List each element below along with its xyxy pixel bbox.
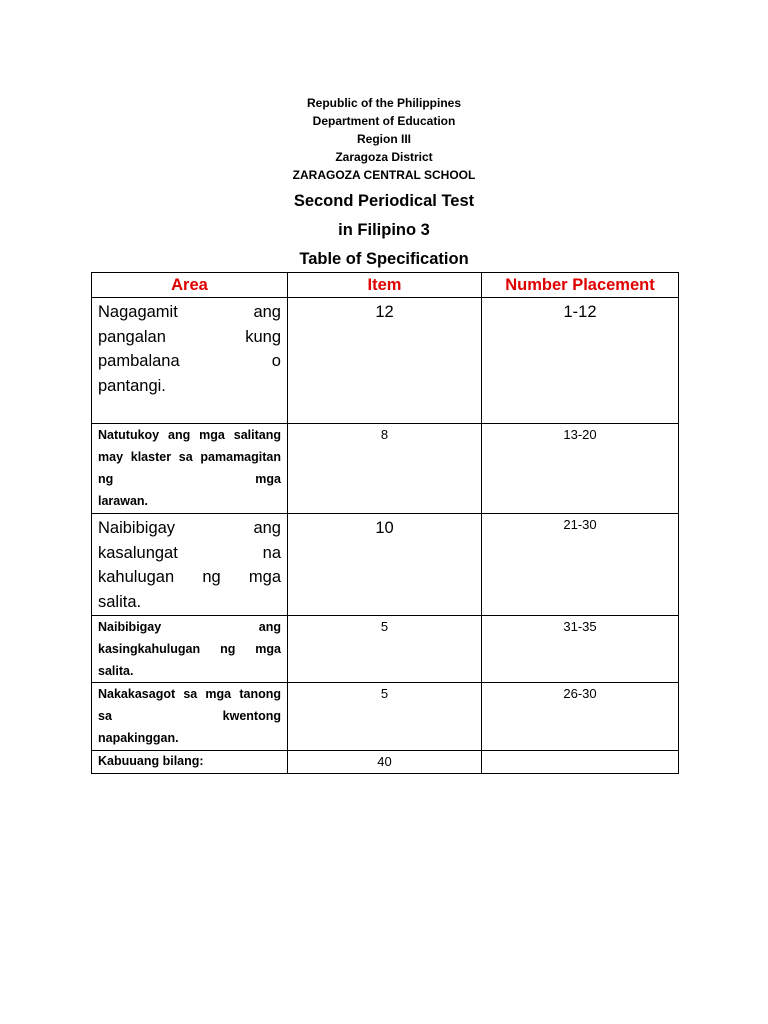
title-subject: in Filipino 3 [338, 221, 430, 239]
table-row [92, 424, 679, 514]
item-cell: 10 [288, 514, 482, 616]
placement-cell: 21-30 [482, 514, 679, 616]
total-item: 40 [288, 751, 482, 774]
area-text: Nagagamit ang pangalan kung pambalana o [98, 303, 281, 370]
table-total-row [92, 751, 679, 774]
item-cell: 5 [288, 616, 482, 683]
table-row [92, 616, 679, 683]
area-text-last: salita. [98, 592, 142, 611]
placement-cell: 13-20 [482, 424, 679, 514]
area-text-last: napakinggan. [98, 731, 179, 745]
total-placement [482, 751, 679, 774]
document-header [0, 94, 768, 274]
title-test: Second Periodical Test [293, 192, 475, 210]
table-row [92, 298, 679, 424]
header-item: Item [288, 273, 482, 298]
header-district: Zaragoza District [335, 150, 433, 164]
header-school: ZARAGOZA CENTRAL SCHOOL [292, 168, 476, 182]
area-text: Naibibigay ang kasingkahulugan ng mga [98, 620, 281, 656]
area-text-last: pantangi. [98, 376, 166, 395]
table-header-row [92, 273, 679, 298]
area-text-last: salita. [98, 664, 134, 678]
area-text: Naibibigay ang kasalungat na kahulugan ng mga [98, 519, 281, 586]
header-region: Region III [357, 132, 411, 146]
table-row [92, 683, 679, 751]
item-cell: 5 [288, 683, 482, 751]
total-label: Kabuuang bilang: [92, 751, 288, 774]
header-republic: Republic of the Philippines [306, 96, 461, 110]
header-department: Department of Education [312, 114, 456, 128]
area-cell [92, 424, 288, 514]
placement-cell: 1-12 [482, 298, 679, 424]
header-number-placement: Number Placement [482, 273, 679, 298]
item-cell: 8 [288, 424, 482, 514]
area-cell [92, 683, 288, 751]
specification-table [91, 272, 679, 774]
area-text: Nakakasagot sa mga tanong sa kwentong [98, 687, 281, 723]
area-text: Natutukoy ang mga salitang may klaster sa pamamagitan ng mga [98, 428, 281, 486]
area-cell [92, 616, 288, 683]
header-area: Area [92, 273, 288, 298]
item-cell: 12 [288, 298, 482, 424]
placement-cell: 31-35 [482, 616, 679, 683]
area-cell [92, 514, 288, 616]
table-row [92, 514, 679, 616]
area-cell [92, 298, 288, 424]
area-text-last: larawan. [98, 494, 149, 508]
title-table-of-specification: Table of Specification [299, 250, 469, 268]
placement-cell: 26-30 [482, 683, 679, 751]
